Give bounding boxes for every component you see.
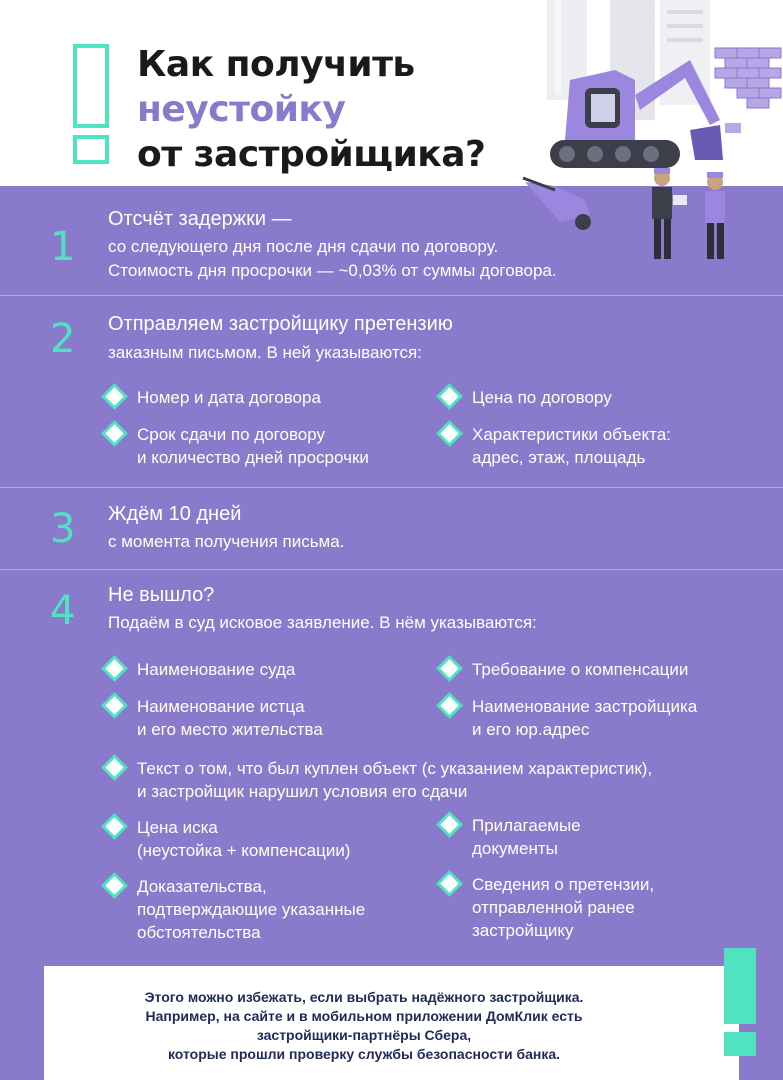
list-item: Наименование истца и его место жительства [137,695,323,741]
page-title [137,42,485,177]
list-item: Текст о том, что был куплен объект (с указанием характеристик), и застройщик нарушил условия его сдачи [137,757,652,803]
list-item: Номер и дата договора [137,386,321,409]
step-1-text-line-2: Стоимость дня просрочки — ~0,03% от суммы договора. [108,261,557,280]
list-item: Цена по договору [472,386,612,409]
list-item: Наименование застройщика и его юр.адрес [472,695,697,741]
list-item: Наименование суда [137,658,295,681]
step-3-title: Ждём 10 дней [108,503,242,525]
divider [0,569,783,570]
step-1-number: 1 [50,224,76,270]
list-item: Сведения о претензии, отправленной ранее застройщику [472,873,654,942]
list-item: Характеристики объекта: адрес, этаж, площадь [472,423,671,469]
divider [0,295,783,296]
step-3-text: с момента получения письма. [108,532,345,551]
list-item: Цена иска (неустойка + компенсации) [137,816,350,862]
construction-illustration [515,0,783,270]
exclamation-outline-icon [72,43,110,165]
footer-note [44,966,739,1080]
step-2-number: 2 [50,316,76,362]
step-4-text: Подаём в суд исковое заявление. В нём указываются: [108,613,537,632]
step-1-text-line-1: со следующего дня после дня сдачи по договору. [108,237,499,256]
step-4-title: Не вышло? [108,584,215,606]
title-line-1: Как получить [137,44,415,85]
list-item: Прилагаемые документы [472,814,581,860]
list-item: Требование о компенсации [472,658,688,681]
step-2-text: заказным письмом. В ней указываются: [108,343,422,362]
exclamation-solid-icon [720,948,760,1058]
step-1-title: Отсчёт задержки — [108,208,292,230]
step-3-number: 3 [50,506,76,552]
title-line-2: неустойку [137,89,346,130]
list-item: Срок сдачи по договору и количество дней просрочки [137,423,369,469]
step-4-number: 4 [50,588,76,634]
step-2-title: Отправляем застройщику претензию [108,313,453,335]
list-item: Доказательства, подтверждающие указанные обстоятельства [137,875,365,944]
title-line-3: от застройщика? [137,134,486,175]
footer-text: Этого можно избежать, если выбрать надёжного застройщика. Например, на сайте и в мобильном приложении ДомКлик есть застройщики-партнёры Сбера, которые прошли проверку службы безопасности банка. [144,989,584,1062]
divider [0,487,783,488]
